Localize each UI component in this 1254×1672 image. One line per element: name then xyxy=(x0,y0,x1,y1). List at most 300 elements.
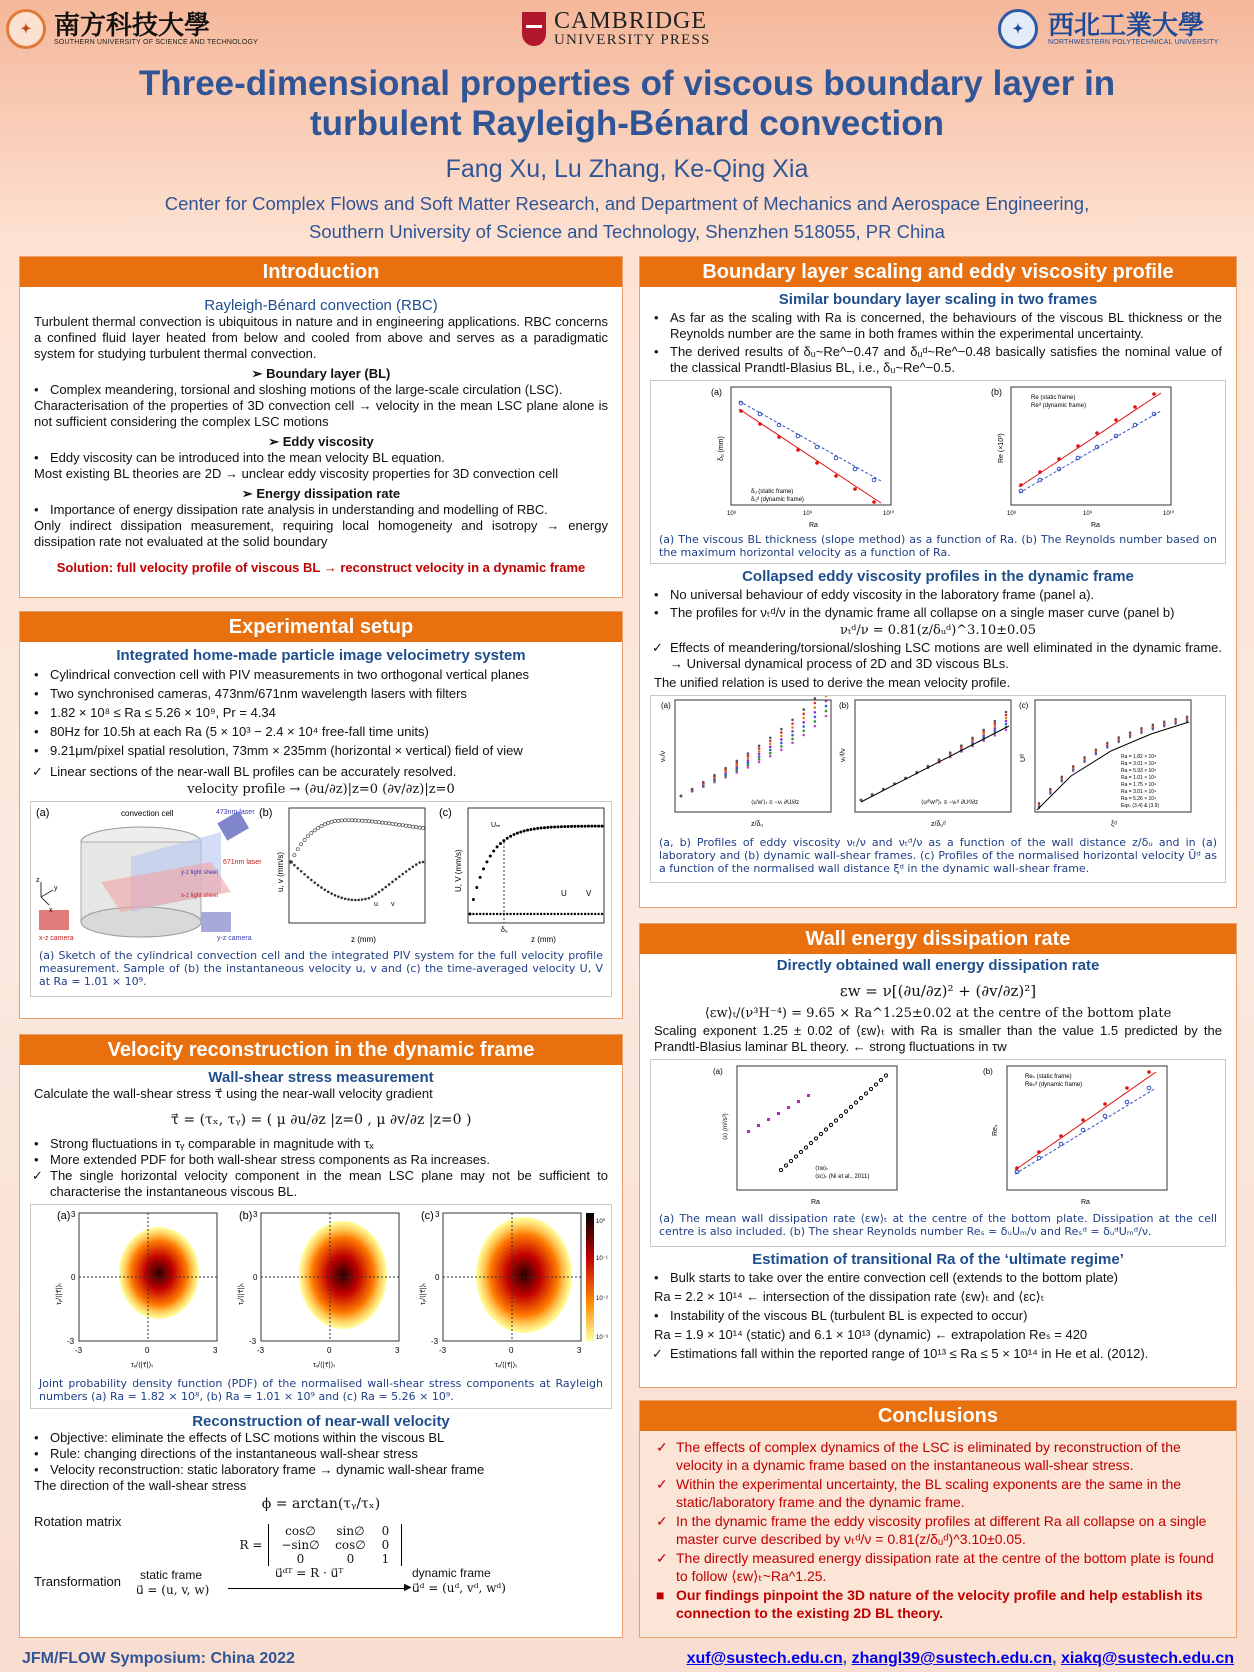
bl-scaling-panel xyxy=(639,256,1237,908)
v-point xyxy=(330,892,333,895)
wd-a-leg2: ⟨εc⟩ₜ (Ni et al., 2011) xyxy=(815,1174,870,1180)
pdf-c-xm3: -3 xyxy=(439,1346,447,1355)
u-point xyxy=(384,821,387,824)
u-point xyxy=(404,824,407,827)
tau-w-point xyxy=(747,1130,750,1133)
ev-b-point xyxy=(994,722,997,725)
u-point xyxy=(421,827,424,830)
cup-line1: CAMBRIDGE xyxy=(554,8,708,34)
eps-c-point xyxy=(859,1096,862,1099)
nwpu-cn-name: 西北工業大學 xyxy=(1048,10,1205,41)
introduction-panel xyxy=(19,256,623,598)
m12: 0 xyxy=(381,1538,390,1552)
exp-fig-UV-axis: U, V (mm/s) xyxy=(454,849,463,892)
intro-heading-bl: ➢ Boundary layer (BL) xyxy=(251,366,391,381)
eps-c-point xyxy=(779,1168,782,1171)
bl-bullet-4: • The profiles for νₜᵈ/ν in the dynamic frame all collapse on a single maser curve (panel b) xyxy=(640,605,1236,621)
wd-a-ylabel: ⟨ε⟩ (m²/s³) xyxy=(723,1113,729,1140)
pdf-b-xm3: -3 xyxy=(257,1346,265,1355)
V-point xyxy=(516,913,518,915)
bl-bullet-3: • No universal behaviour of eddy viscosity in the laboratory frame (panel a). xyxy=(640,587,1236,603)
u-point xyxy=(337,819,340,822)
ev-b-point xyxy=(949,751,952,754)
U-point xyxy=(519,830,522,833)
u-point xyxy=(306,835,309,838)
exp-fig-axis-y: y xyxy=(54,885,58,892)
ev-a-point xyxy=(780,735,783,738)
delta-static-point xyxy=(853,467,857,471)
bl-b-x3: 10¹⁰ xyxy=(1163,511,1175,517)
U-point xyxy=(492,850,495,853)
V-point xyxy=(469,913,471,915)
u-point xyxy=(364,819,367,822)
ev-c-point xyxy=(1038,802,1040,804)
ev-legend-entry: Ra = 5.26 × 10⁹ xyxy=(1121,796,1157,802)
eps-c-point xyxy=(824,1128,827,1131)
bl-a-frame xyxy=(731,387,891,505)
u-point xyxy=(347,819,350,822)
U-point xyxy=(509,835,512,838)
ev-a-point xyxy=(691,788,694,791)
vel-bullet-2: • More extended PDF for both wall-shear stress components as Ra increases. xyxy=(20,1152,622,1168)
u-point xyxy=(408,825,411,828)
V-point xyxy=(520,913,522,915)
U-point xyxy=(550,826,553,829)
U-point xyxy=(573,825,576,828)
wd-b-xlabel: Ra xyxy=(1081,1199,1090,1206)
vel-wall-shear-equation: τ⃗ = (τₓ, τᵧ) = ( μ ∂u/∂z |z=0 , μ ∂v/∂z |z=0 ) xyxy=(170,1112,472,1128)
ev-a-point xyxy=(758,755,761,758)
ev-a-point xyxy=(747,755,750,758)
pdf-figure-svg xyxy=(31,1205,613,1375)
ev-c-points xyxy=(1037,716,1189,810)
v-point xyxy=(368,897,371,900)
res-dynamic-point xyxy=(1147,1070,1151,1074)
res-static-point xyxy=(1147,1086,1151,1090)
ev-a-point xyxy=(780,738,783,741)
V-point xyxy=(526,913,528,915)
u-point xyxy=(303,838,306,841)
wd-label-b: (b) xyxy=(983,1067,993,1076)
wall-bullet-1: • Bulk starts to take over the entire convection cell (extends to the bottom plate) xyxy=(640,1270,1236,1286)
v-point xyxy=(398,875,401,878)
ev-legend-entry: Ra = 1.75 × 10⁹ xyxy=(1121,782,1157,788)
v-point xyxy=(395,878,398,881)
conclusion-3: ✓ In the dynamic frame the eddy viscosity profiles at different Ra all collapse on a single master curve described by νₜᵈ/ν = 0.81(z/δᵤᵈ)^3.10±0.05. xyxy=(640,1513,1236,1548)
v-point xyxy=(418,861,421,864)
bl-scaling-caption: (a) The viscous BL thickness (slope method) as a function of Ra. (b) The Reynolds number based on the maximum horizontal velocity as a function of Ra. xyxy=(659,533,1217,559)
bl-b-x1: 10⁸ xyxy=(1007,511,1017,517)
eddy-viscosity-figure xyxy=(650,695,1226,883)
exp-bullet-2: • Two synchronised cameras, 473nm/671nm wavelength lasers with filters xyxy=(20,686,622,702)
U-point xyxy=(482,867,485,870)
U-point xyxy=(489,854,492,857)
pdf-a-x3: 3 xyxy=(213,1346,218,1355)
u-point xyxy=(296,848,299,851)
ev-b-xlabel: z/δᵤᵈ xyxy=(931,821,946,828)
pdf-figure xyxy=(30,1204,612,1409)
delta-static-fit xyxy=(739,401,881,481)
ev-c-fit xyxy=(1037,722,1189,810)
bl-fig-a: (a) xyxy=(711,387,722,397)
wall-epsilon-equation: εw = ν[(∂u/∂z)² + (∂v/∂z)²] xyxy=(839,982,1037,1000)
ev-b-point xyxy=(1005,711,1008,714)
exp-figure-caption: (a) Sketch of the cylindrical convection cell and the integrated PIV system for the full velocity profile measurement. Sample of (b) the instantaneous velocity u, v and (c) the time-averaged velocity U, V at Ra = 1.01 × 10⁹. xyxy=(39,949,603,988)
bl-eddy-equation: νₜᵈ/ν = 0.81(z/δᵤᵈ)^3.10±0.05 xyxy=(840,623,1036,638)
pdf-c-y0: 0 xyxy=(435,1273,440,1282)
footer-symposium: JFM/FLOW Symposium: China 2022 xyxy=(22,1650,295,1667)
exp-bullet-3: • 1.82 × 10⁸ ≤ Ra ≤ 5.26 × 10⁹, Pr = 4.34 xyxy=(20,705,622,721)
pdf-c-ylabel: τᵧ/⟨|τ⃗|⟩ₜ xyxy=(420,1282,427,1305)
ev-c-ylabel: Uᵈ xyxy=(1020,754,1027,762)
U-point xyxy=(577,825,580,828)
wall-dissipation-caption: (a) The mean wall dissipation rate ⟨εw⟩ₜ at the centre of the bottom plate. Dissipation at the cell centre is also included. (b) The shear Reynolds number Reₛ = δᵤUₘ/ν and Reₛᵈ = δᵤᵈUₘᵈ/ν. xyxy=(659,1212,1217,1238)
ev-b-eq: ⟨uᵈ′wᵈ′⟩ₜ ≡ −νₜᵈ ∂Uᵈ/∂z xyxy=(921,800,979,806)
V-point xyxy=(594,913,596,915)
ev-legend xyxy=(1121,754,1159,809)
axis-y-arrow xyxy=(41,890,53,897)
bl-b-leg1: Re (static frame) xyxy=(1031,395,1076,401)
dynamic-frame-eq: u⃗ᵈ = (uᵈ, vᵈ, wᵈ) xyxy=(412,1581,506,1595)
exp-fig-axis-z: z xyxy=(36,877,40,884)
u-point xyxy=(394,823,397,826)
eps-c-point xyxy=(884,1074,887,1077)
vel-check-1: ✓ The single horizontal velocity component in the mean LSC plane may not be sufficient to characterise the instantaneous viscous BL. xyxy=(20,1168,622,1200)
pdf-a-y0: 0 xyxy=(71,1273,76,1282)
transform-arrow xyxy=(228,1588,408,1589)
bl-b-ylabel: Re (×10³) xyxy=(998,433,1005,463)
eps-c-point xyxy=(854,1101,857,1104)
U-point xyxy=(580,825,583,828)
ev-b-point xyxy=(938,758,941,761)
ev-label-b: (b) xyxy=(839,701,849,710)
v-point xyxy=(381,888,384,891)
tau-w-point xyxy=(797,1100,800,1103)
u-point xyxy=(340,819,343,822)
tau-w-point xyxy=(807,1094,810,1097)
eps-c-point xyxy=(794,1155,797,1158)
ev-b-point xyxy=(971,737,974,740)
eps-c-point xyxy=(829,1123,832,1126)
conclusion-5: ■ Our findings pinpoint the 3D nature of the velocity profile and help establish its connection to the existing 2D BL theory. xyxy=(640,1587,1236,1622)
bl-a-x1: 10⁸ xyxy=(727,511,737,517)
ev-a-point xyxy=(791,742,794,745)
tau-w-point xyxy=(757,1124,760,1127)
pdf-b-x0: 0 xyxy=(327,1346,332,1355)
eps-c-point xyxy=(804,1146,807,1149)
email-link-1[interactable]: xuf@sustech.edu.cn xyxy=(686,1650,843,1667)
pdf-c-ym3: -3 xyxy=(431,1337,439,1346)
ev-a-point xyxy=(747,752,750,755)
pdf-b-blob xyxy=(299,1221,387,1329)
exp-fig-cell-label: convection cell xyxy=(121,809,174,818)
v-point xyxy=(347,898,350,901)
ev-a-point xyxy=(780,745,783,748)
ev-b-fit xyxy=(861,726,1009,802)
pdf-b-x3: 3 xyxy=(395,1346,400,1355)
m20: 0 xyxy=(296,1552,305,1566)
intro-paragraph-4: Only indirect dissipation measurement, requiring local homogeneity and isotropy → energy dissipation rate not evaluated at the solid boundary xyxy=(34,518,608,549)
ev-a-point xyxy=(747,759,750,762)
wall-bullet-2: • Instability of the viscous BL (turbulent BL is expected to occur) xyxy=(640,1308,1236,1324)
U-point xyxy=(496,845,499,848)
conclusions-panel xyxy=(639,1400,1237,1638)
v-point xyxy=(391,881,394,884)
v-point xyxy=(293,864,296,867)
ev-c-point xyxy=(1129,731,1131,733)
delta-static-point xyxy=(872,478,876,482)
exp-fig-legend-V: V xyxy=(586,889,592,898)
exp-fig-yz-sheet: y-z light sheet xyxy=(181,870,219,876)
conclusion-1: ✓ The effects of complex dynamics of the LSC is eliminated by reconstruction of the velocity in a dynamic frame based on the instantaneous wall-shear stress. xyxy=(640,1439,1236,1474)
ev-b-point xyxy=(1005,723,1008,726)
ev-b-point xyxy=(994,734,997,737)
V-point xyxy=(570,913,572,915)
V-point xyxy=(536,913,538,915)
intro-bullet-2: • Eddy viscosity can be introduced into the mean velocity BL equation. xyxy=(20,450,622,466)
u-point xyxy=(401,824,404,827)
pdf-b-ym3: -3 xyxy=(249,1337,257,1346)
ev-a-point xyxy=(769,740,772,743)
exp-figure-svg xyxy=(31,802,613,947)
ev-legend-entry: Eqs. (3.4) & (3.9) xyxy=(1121,803,1160,809)
bl-b-xlabel: Ra xyxy=(1091,522,1100,529)
ev-c-point xyxy=(1186,716,1188,718)
U-point xyxy=(543,826,546,829)
U-point xyxy=(597,825,600,828)
cbar-1e0: 10⁰ xyxy=(596,1219,606,1225)
V-point xyxy=(472,913,474,915)
v-point xyxy=(378,891,381,894)
intro-bullet-3: • Importance of energy dissipation rate analysis in understanding and modelling of RBC. xyxy=(20,502,622,518)
exp-subtitle: Integrated home-made particle image velocimetry system xyxy=(116,647,526,664)
exp-fig-legend-u: u xyxy=(374,901,378,908)
pdf-b-y0: 0 xyxy=(253,1273,258,1282)
exp-bullet-5: • 9.21μm/pixel spatial resolution, 73mm × 235mm (horizontal × vertical) field of view xyxy=(20,743,622,759)
eps-c-point xyxy=(864,1092,867,1095)
bl-scaling-title: Boundary layer scaling and eddy viscosity profile xyxy=(640,257,1236,287)
pdf-label-b: (b) xyxy=(239,1210,253,1222)
V-point xyxy=(597,913,599,915)
ev-a-point xyxy=(747,764,750,767)
cbar-1e-1: 10⁻¹ xyxy=(596,1256,608,1262)
exp-fig-laser473: 473nm laser xyxy=(216,809,255,816)
ev-b-point xyxy=(994,725,997,728)
vel-paragraph-2: The direction of the wall-shear stress xyxy=(34,1478,247,1493)
matrix-grid xyxy=(268,1524,402,1566)
res-dynamic-point xyxy=(1103,1102,1107,1106)
exp-fig-yz-camera: y-z camera xyxy=(217,935,252,942)
yz-camera-icon xyxy=(201,912,231,932)
vel-bullet-5: • Velocity reconstruction: static laboratory frame → dynamic wall-shear frame xyxy=(20,1462,622,1478)
V-point xyxy=(476,913,478,915)
U-point xyxy=(540,827,543,830)
intro-paragraph-1: Turbulent thermal convection is ubiquitous in nature and in engineering applications. RBC concerns a confined fluid layer heated from below and cooled from above and serves as a paradigmatic system for studying turbulent thermal convection. xyxy=(34,314,608,361)
plot-c-points xyxy=(469,825,604,916)
U-point xyxy=(590,825,593,828)
U-point xyxy=(570,825,573,828)
pdf-b-y3: 3 xyxy=(253,1210,258,1219)
U-point xyxy=(513,833,516,836)
v-point xyxy=(344,897,347,900)
V-point xyxy=(479,913,481,915)
intro-heading-dissipation: ➢ Energy dissipation rate xyxy=(241,486,401,501)
v-point xyxy=(300,870,303,873)
intro-solution: Solution: full velocity profile of viscous BL → reconstruct velocity in a dynamic frame xyxy=(56,560,586,575)
exp-fig-label-b: (b) xyxy=(259,807,273,819)
u-point xyxy=(333,820,336,823)
cup-logo xyxy=(522,6,711,52)
ev-c-point xyxy=(1106,742,1108,744)
V-point xyxy=(584,913,586,915)
introduction-title: Introduction xyxy=(20,257,622,287)
ev-label-c: (c) xyxy=(1019,701,1029,710)
V-point xyxy=(499,913,501,915)
m22: 1 xyxy=(381,1552,390,1566)
v-point xyxy=(364,898,367,901)
poster-title-line1: Three-dimensional properties of viscous boundary layer in xyxy=(138,64,1116,103)
bl-check-1: ✓ Effects of meandering/torsional/sloshing LSC motions are well eliminated in the dynamic frame. → Universal dynamical process of 2D and 3D viscous BLs. xyxy=(640,640,1236,672)
u-point xyxy=(388,822,391,825)
bl-a-leg1: δᵤ (static frame) xyxy=(751,489,794,495)
bl-subtitle-1: Similar boundary layer scaling in two frames xyxy=(778,291,1098,308)
wall-dissipation-panel xyxy=(639,923,1237,1388)
nwpu-en-name: NORTHWESTERN POLYTECHNICAL UNIVERSITY xyxy=(1048,38,1219,46)
eddy-viscosity-caption: (a, b) Profiles of eddy viscosity νₜ/ν and νₜᵈ/ν as a function of the wall distance z/δᵤ and in (a) laboratory and (b) dynamic wall-shear frames. (c) Profiles of the normalised horizontal velocity Ūᵈ as a function of the normalised wall distance ξᵈ in the dynamic wall-shear frame. xyxy=(659,836,1217,875)
vel-bullet-4: • Rule: changing directions of the instantaneous wall-shear stress xyxy=(20,1446,622,1462)
dynamic-frame-label: dynamic frame xyxy=(412,1566,491,1580)
pdf-a-x0: 0 xyxy=(145,1346,150,1355)
ev-c-point xyxy=(1117,736,1119,738)
ev-c-point xyxy=(1072,765,1074,767)
ev-b-point xyxy=(1005,714,1008,717)
pdf-label-a: (a) xyxy=(57,1210,71,1222)
eps-c-point xyxy=(869,1087,872,1090)
V-point xyxy=(533,913,535,915)
V-point xyxy=(492,913,494,915)
experimental-setup-title: Experimental setup xyxy=(20,612,622,642)
v-point xyxy=(307,876,310,879)
u-point xyxy=(344,819,347,822)
ev-a-point xyxy=(791,734,794,737)
velocity-reconstruction-title: Velocity reconstruction in the dynamic frame xyxy=(20,1035,622,1065)
exp-fig-zmm-c: z (mm) xyxy=(531,935,556,944)
re-static-fit xyxy=(1019,411,1161,493)
m10: −sin∅ xyxy=(281,1538,320,1552)
experimental-setup-panel xyxy=(19,611,623,1019)
pdf-b-xlabel: τₓ/⟨|τ⃗|⟩ₜ xyxy=(313,1362,336,1369)
exp-fig-uv-axis: u, v (mm/s) xyxy=(276,852,285,892)
ev-a-point xyxy=(780,749,783,752)
pdf-a-ylabel: τᵧ/⟨|τ⃗|⟩ₜ xyxy=(56,1282,63,1305)
ev-a-point xyxy=(780,728,783,731)
V-point xyxy=(482,913,484,915)
ev-a-point xyxy=(814,716,817,719)
ev-a-point xyxy=(747,766,750,769)
eps-c-point xyxy=(839,1114,842,1117)
eps-c-point xyxy=(879,1078,882,1081)
transformation-row xyxy=(20,1566,622,1606)
U-point xyxy=(553,825,556,828)
ev-a-point xyxy=(825,715,828,718)
authors: Fang Xu, Lu Zhang, Ke-Qing Xia xyxy=(445,155,809,183)
affiliation-line2: Southern University of Science and Technology, Shenzhen 518055, PR China xyxy=(309,221,945,242)
V-point xyxy=(486,913,488,915)
ev-legend-entry: Ra = 1.82 × 10⁸ xyxy=(1121,754,1157,760)
v-point xyxy=(334,894,337,897)
v-point xyxy=(384,886,387,889)
V-point xyxy=(547,913,549,915)
exp-fig-legend-v: v xyxy=(391,901,395,908)
bl-subtitle-2: Collapsed eddy viscosity profiles in the dynamic frame xyxy=(742,568,1134,585)
eddy-viscosity-svg xyxy=(651,696,1227,834)
eps-c-point xyxy=(849,1105,852,1108)
wd-a-points xyxy=(747,1074,888,1172)
ev-c-point xyxy=(1140,727,1142,729)
u-point xyxy=(300,843,303,846)
bl-a-x2: 10⁹ xyxy=(803,511,813,517)
U-point xyxy=(533,827,536,830)
U-point xyxy=(587,825,590,828)
ev-b-point xyxy=(994,727,997,730)
U-point xyxy=(536,827,539,830)
wd-b-leg2: Reₛᵈ (dynamic frame) xyxy=(1025,1082,1083,1088)
pdf-b-ylabel: τᵧ/⟨|τ⃗|⟩ₜ xyxy=(238,1282,245,1305)
ev-a-point xyxy=(747,757,750,760)
ev-a-points xyxy=(680,696,828,797)
vel-subtitle-1: Wall-shear stress measurement xyxy=(208,1069,434,1086)
v-point xyxy=(303,873,306,876)
ev-a-point xyxy=(769,755,772,758)
U-point xyxy=(529,828,532,831)
ev-a-point xyxy=(791,718,794,721)
eps-c-point xyxy=(844,1110,847,1113)
conclusion-2: ✓ Within the experimental uncertainty, the BL scaling exponents are the same in the static/laboratory frame and the dynamic frame. xyxy=(640,1476,1236,1511)
ev-c-point xyxy=(1095,748,1097,750)
exp-fig-delta: δᵤ xyxy=(501,927,508,934)
sustech-seal-icon: ✦ xyxy=(6,9,46,49)
email-link-3[interactable]: xiakq@sustech.edu.cn xyxy=(1061,1650,1234,1667)
ev-a-point xyxy=(713,774,716,777)
res-static-fit xyxy=(1015,1088,1156,1174)
ev-a-point xyxy=(802,708,805,711)
email-link-2[interactable]: zhangl39@sustech.edu.cn xyxy=(851,1650,1053,1667)
ev-legend-entry: Ra = 3.01 × 10⁹ xyxy=(1121,789,1157,795)
wall-paragraph-3: Ra = 1.9 × 10¹⁴ (static) and 6.1 × 10¹³ (dynamic) ← extrapolation Reₛ = 420 xyxy=(654,1327,1088,1342)
ev-a-point xyxy=(747,761,750,764)
U-point xyxy=(523,829,526,832)
u-point xyxy=(357,819,360,822)
conclusion-4: ✓ The directly measured energy dissipation rate at the centre of the bottom plate is found to follow ⟨εw⟩ₜ~Ra^1.25. xyxy=(640,1550,1236,1585)
u-point xyxy=(330,820,333,823)
U-point xyxy=(594,825,597,828)
intro-paragraph-2: Characterisation of the properties of 3D convection cell → velocity in the mean LSC plane alone is not sufficient considering the complex LSC motions xyxy=(34,398,608,429)
plot-c-frame xyxy=(468,808,604,923)
email-sep-2: , xyxy=(1052,1650,1061,1667)
wall-dissipation-figure xyxy=(650,1059,1226,1247)
U-point xyxy=(475,886,478,889)
ev-b-point xyxy=(860,799,863,802)
V-point xyxy=(560,913,562,915)
transform-eq: u⃗ᵈᵀ = R · u⃗ᵀ xyxy=(275,1566,344,1580)
V-point xyxy=(564,913,566,915)
ev-a-point xyxy=(735,760,738,763)
ev-a-eq: ⟨u′w′⟩ₜ ≡ −νₜ ∂U/∂z xyxy=(751,800,800,806)
bl-bullet-1: • As far as the scaling with Ra is concerned, the behaviours of the viscous BL thickness or the Reynolds number are the same in both frames within the experimental uncertainty. xyxy=(640,310,1236,342)
ev-a-point xyxy=(758,750,761,753)
v-point xyxy=(324,888,327,891)
exp-fig-label-c: (c) xyxy=(439,807,452,819)
